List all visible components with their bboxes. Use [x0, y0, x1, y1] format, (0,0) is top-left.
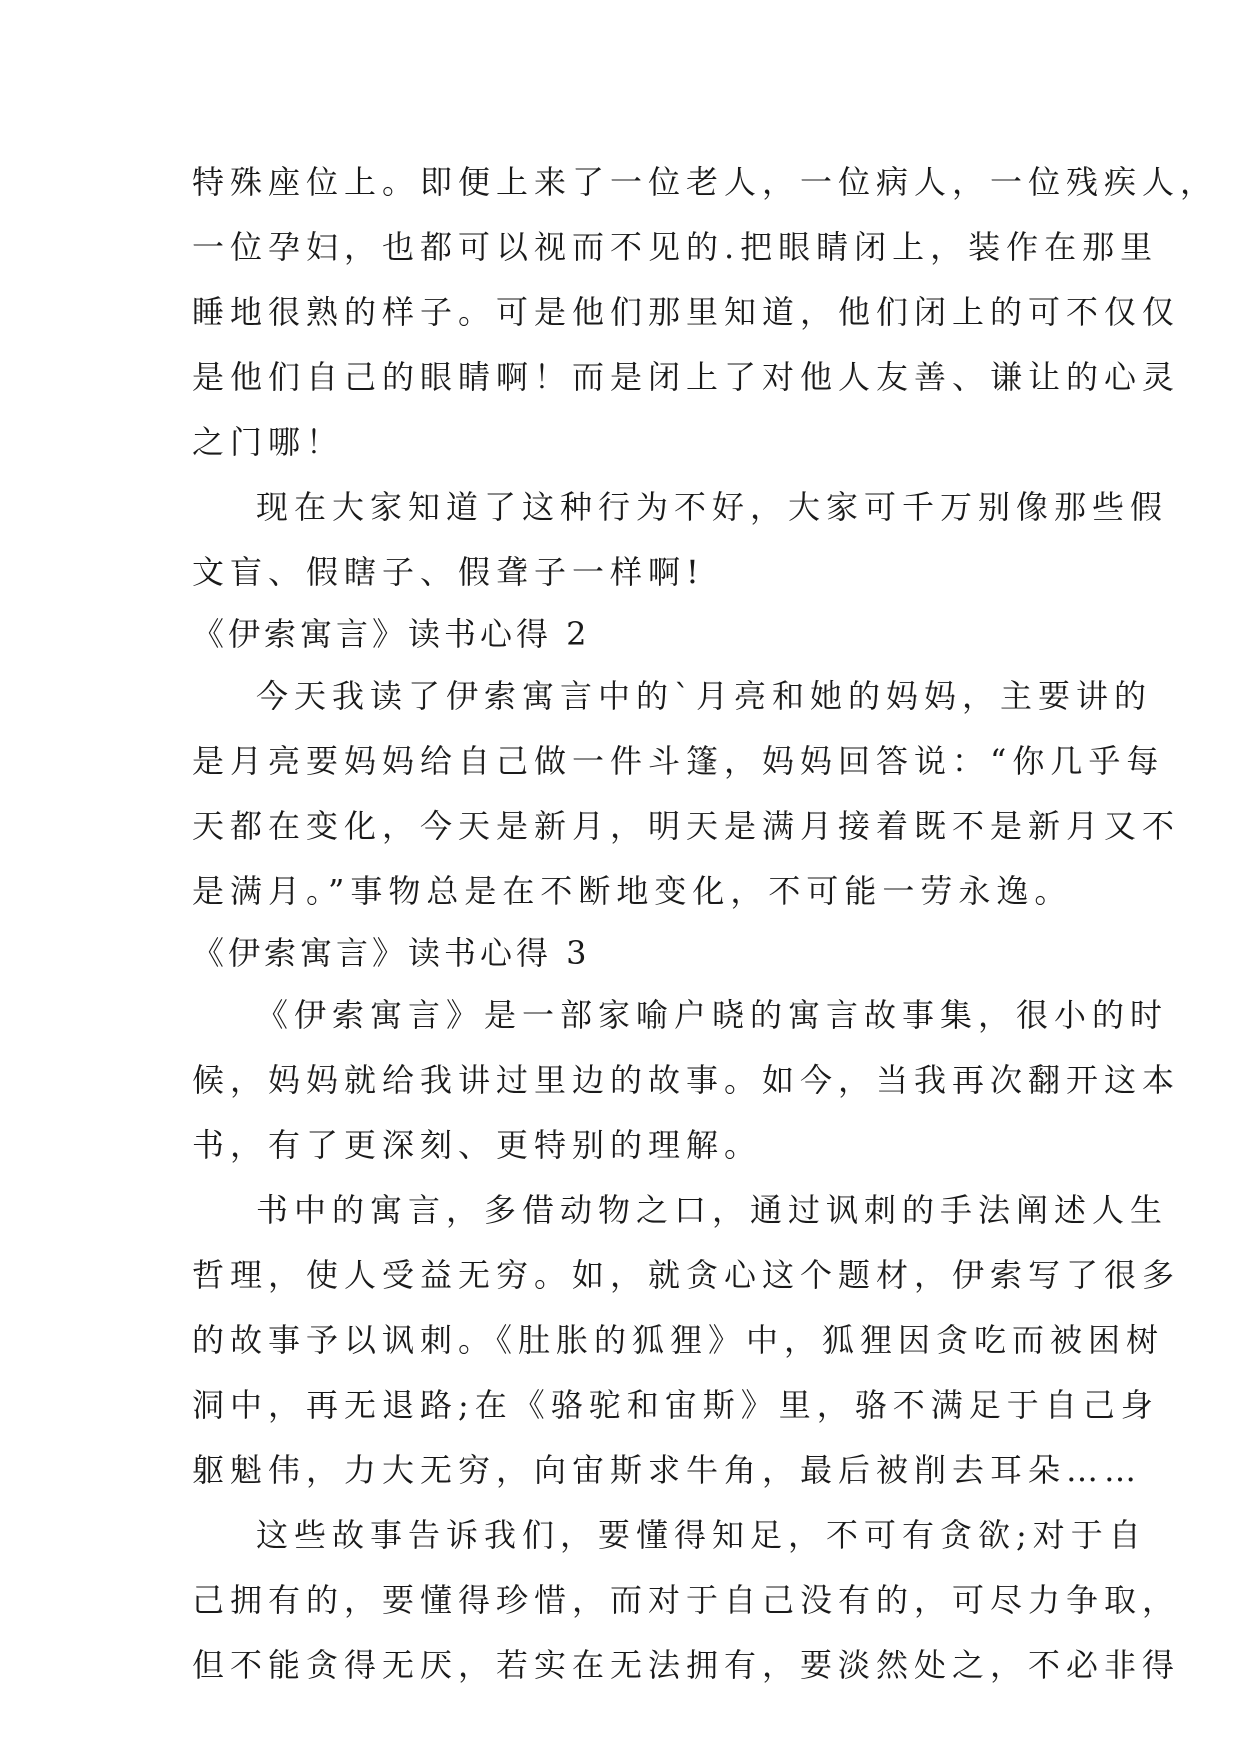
text-line: 的故事予以讽刺。《肚胀的狐狸》中，狐狸因贪吃而被困树 [192, 1321, 1165, 1359]
text-line: 文盲、假瞎子、假聋子一样啊! [192, 553, 705, 591]
text-line: 书，有了更深刻、更特别的理解。 [192, 1126, 763, 1164]
paragraph [192, 475, 1169, 605]
paragraph [192, 1178, 1181, 1503]
text-line: 哲理，使人受益无穷。如，就贪心这个题材，伊索写了很多 [192, 1256, 1181, 1294]
section-heading: 《伊索寓言》读书心得 3 [192, 934, 591, 972]
text-line: 睡地很熟的样子。可是他们那里知道，他们闭上的可不仅仅 [192, 293, 1181, 331]
text-line: 《伊索寓言》是一部家喻户晓的寓言故事集，很小的时 [256, 996, 1169, 1034]
section-heading: 《伊索寓言》读书心得 2 [192, 615, 591, 653]
document-body [192, 150, 1219, 1698]
paragraph [192, 983, 1181, 1178]
text-line: 己拥有的，要懂得珍惜，而对于自己没有的，可尽力争取， [192, 1581, 1181, 1619]
text-line: 今天我读了伊索寓言中的`月亮和她的妈妈，主要讲的 [256, 677, 1153, 715]
text-line: 一位孕妇，也都可以视而不见的.把眼睛闭上，装作在那里 [192, 228, 1159, 266]
text-line: 是他们自己的眼睛啊！而是闭上了对他人友善、谦让的心灵 [192, 358, 1181, 396]
text-line: 现在大家知道了这种行为不好，大家可千万别像那些假 [256, 488, 1169, 526]
text-line: 但不能贪得无厌，若实在无法拥有，要淡然处之，不必非得 [192, 1646, 1181, 1684]
paragraph [192, 664, 1181, 924]
paragraph [192, 150, 1219, 475]
text-line: 这些故事告诉我们，要懂得知足，不可有贪欲;对于自 [256, 1516, 1147, 1554]
text-line: 是满月。”事物总是在不断地变化，不可能一劳永逸。 [192, 872, 1073, 910]
text-line: 特殊座位上。即便上来了一位老人，一位病人，一位残疾人， [192, 163, 1219, 201]
text-line: 洞中，再无退路;在《骆驼和宙斯》里，骆不满足于自己身 [192, 1386, 1159, 1424]
text-line: 躯魁伟，力大无穷，向宙斯求牛角，最后被削去耳朵…… [192, 1451, 1143, 1489]
text-line: 之门哪！ [192, 423, 345, 461]
text-line: 是月亮要妈妈给自己做一件斗篷，妈妈回答说：“你几乎每 [192, 742, 1165, 780]
paragraph [192, 1503, 1181, 1698]
text-line: 天都在变化，今天是新月，明天是满月接着既不是新月又不 [192, 807, 1181, 845]
text-line: 候，妈妈就给我讲过里边的故事。如今，当我再次翻开这本 [192, 1061, 1181, 1099]
text-line: 书中的寓言，多借动物之口，通过讽刺的手法阐述人生 [256, 1191, 1169, 1229]
